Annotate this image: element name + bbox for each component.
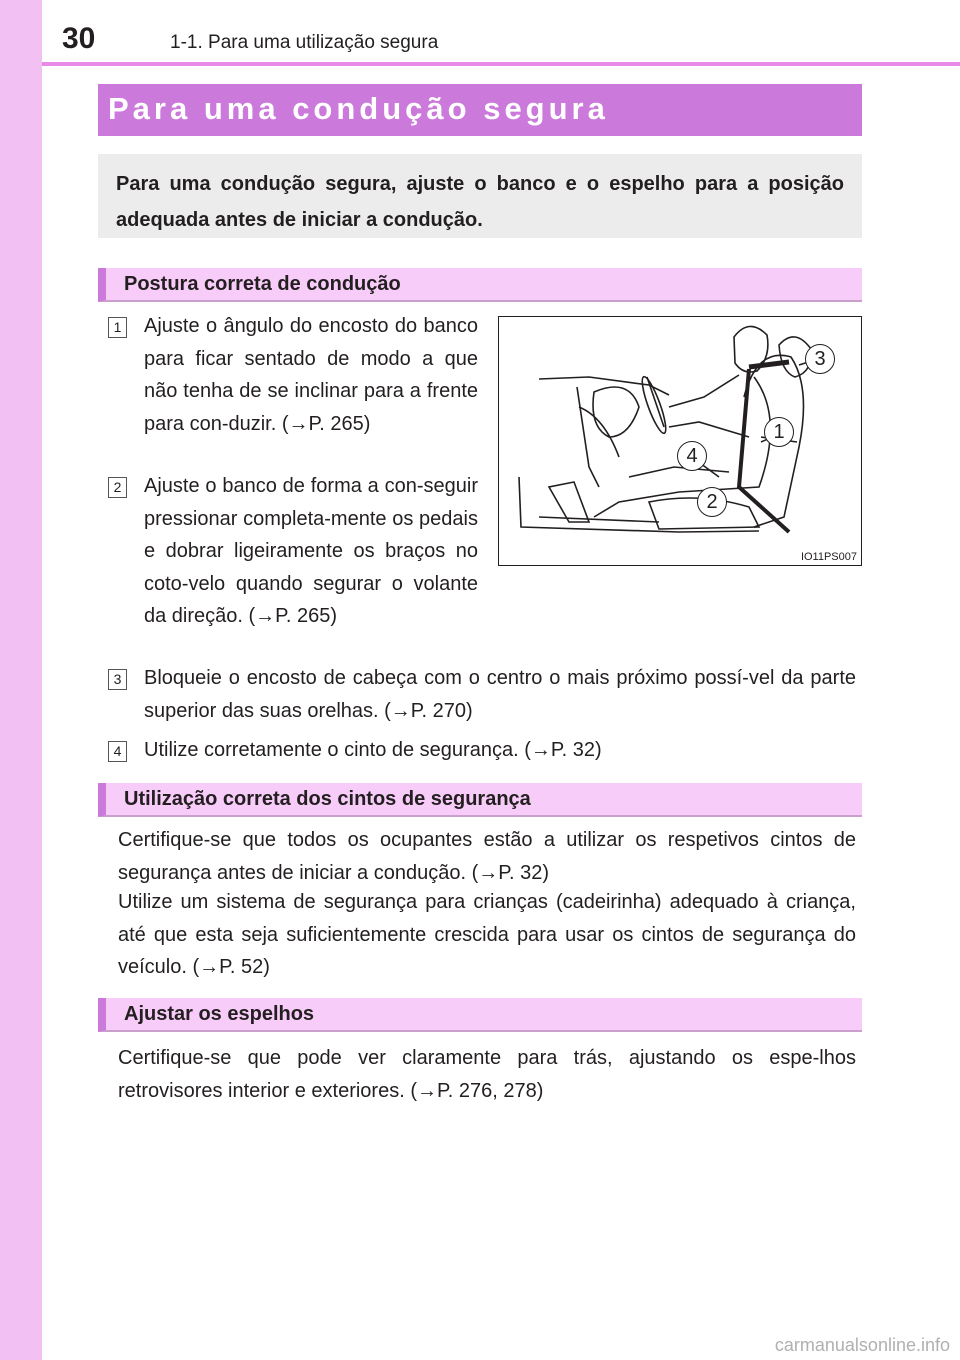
seatbelts-paragraph-2: Utilize um sistema de segurança para crianças (cadeirinha) adequado à criança, até que esta seja suficientemente crescida para usar os cintos de segurança do veículo. (→P. 52)	[118, 891, 856, 978]
left-margin-bar	[0, 0, 42, 1360]
header-rule	[42, 62, 960, 66]
section-heading-seatbelts: Utilização correta dos cintos de segurança	[98, 783, 862, 817]
posture-item-2: Ajuste o banco de forma a con-seguir pressionar completa-mente os pedais e dobrar ligeiramente os braços no coto-velo quando segurar o volante da direção. (→P. 265)	[144, 475, 478, 627]
driving-posture-illustration	[498, 316, 862, 566]
intro-box	[98, 154, 862, 238]
intro-text: Para uma condução segura, ajuste o banco e o espelho para a posição adequada antes de iniciar a condução.	[116, 173, 844, 231]
callout-2: 2	[697, 487, 727, 517]
item-number-badge: 4	[108, 741, 127, 762]
callout-4: 4	[677, 441, 707, 471]
item-number-badge: 1	[108, 317, 127, 338]
chapter-header: 1-1. Para uma utilização segura	[170, 32, 439, 53]
seatbelts-paragraph-1: Certifique-se que todos os ocupantes estão a utilizar os respetivos cintos de segurança antes de iniciar a condução. (→P. 32)	[118, 829, 856, 884]
posture-item-1: Ajuste o ângulo do encosto do banco para ficar sentado de modo a que não tenha de se inclinar para a frente para con-duzir. (→P. 265)	[144, 315, 478, 435]
figure-code: IO11PS007	[800, 551, 857, 563]
callout-3: 3	[805, 344, 835, 374]
page-number: 30	[62, 22, 96, 55]
posture-item-4: Utilize corretamente o cinto de segurança. (→P. 32)	[144, 739, 602, 761]
item-number-badge: 3	[108, 669, 127, 690]
page-title: Para uma condução segura	[98, 84, 862, 136]
callout-1: 1	[764, 417, 794, 447]
item-number-badge: 2	[108, 477, 127, 498]
section-heading-posture: Postura correta de condução	[98, 268, 862, 302]
mirrors-paragraph: Certifique-se que pode ver claramente para trás, ajustando os espe-lhos retrovisores interior e exteriores. (→P. 276, 278)	[118, 1047, 856, 1102]
watermark: carmanualsonline.info	[774, 1335, 950, 1355]
posture-item-3: Bloqueie o encosto de cabeça com o centro o mais próximo possí-vel da parte superior das suas orelhas. (→P. 270)	[144, 667, 856, 722]
section-heading-mirrors: Ajustar os espelhos	[98, 998, 862, 1032]
